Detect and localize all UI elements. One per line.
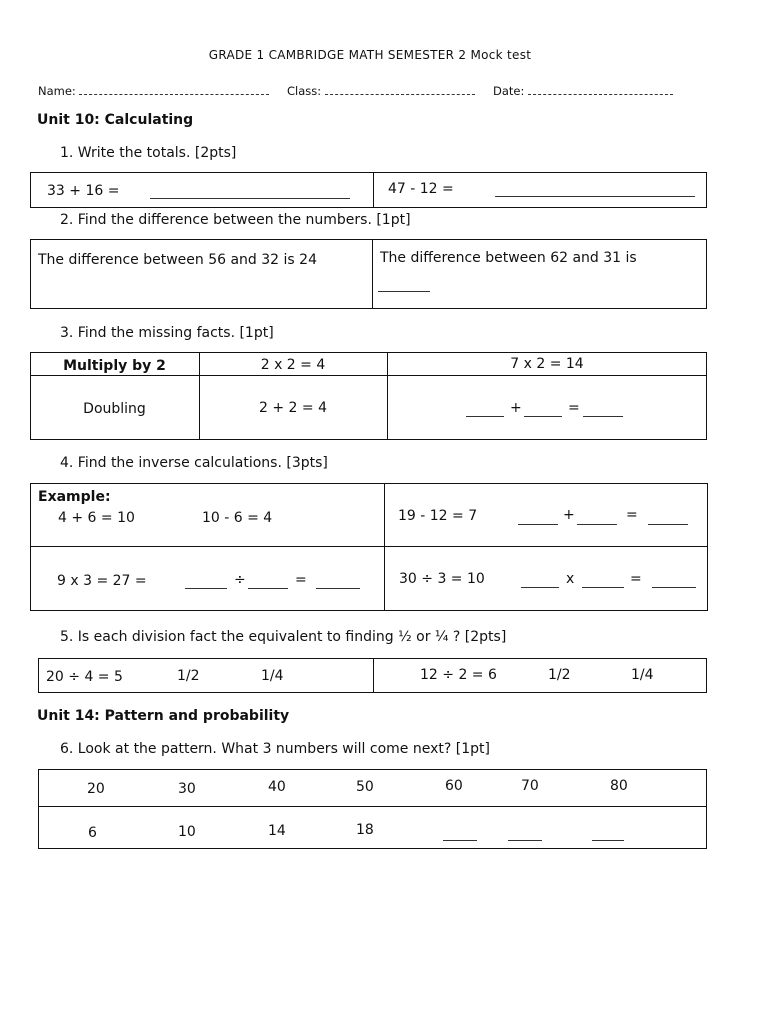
q2-b: The difference between 62 and 31 is	[380, 250, 637, 266]
q3-text: 3. Find the missing facts. [1pt]	[60, 325, 274, 341]
q4-example-2: 10 - 6 = 4	[202, 510, 273, 526]
q4-c-div: ÷	[234, 572, 246, 588]
name-label: Name:	[38, 84, 76, 98]
q1-divider	[373, 172, 374, 208]
q5-divider	[373, 658, 374, 693]
q6-r2-1: 6	[88, 825, 97, 841]
page-title: GRADE 1 CAMBRIDGE MATH SEMESTER 2 Mock test	[208, 48, 532, 62]
q6-r1-6: 70	[521, 778, 539, 794]
q6-r1-3: 40	[268, 779, 286, 795]
q3-plus: +	[510, 400, 522, 416]
q4-c-blank-1[interactable]	[185, 576, 227, 589]
q3-r2c1: Doubling	[83, 401, 146, 417]
unit10-heading: Unit 10: Calculating	[37, 112, 194, 128]
q6-r1-7: 80	[610, 778, 628, 794]
q1-a: 33 + 16 =	[47, 183, 120, 199]
q3-r1c2: 2 x 2 = 4	[260, 357, 326, 373]
q6-answer-1[interactable]	[443, 828, 477, 841]
q6-r1-5: 60	[445, 778, 463, 794]
q6-row-divider	[38, 806, 707, 807]
name-field	[38, 84, 269, 98]
class-blank[interactable]	[325, 84, 475, 95]
q4-b-blank-3[interactable]	[648, 512, 688, 525]
q2-divider	[372, 239, 373, 309]
q4-b-blank-2[interactable]	[577, 512, 617, 525]
q5-b-fact: 12 ÷ 2 = 6	[420, 667, 497, 683]
q3-blank-2[interactable]	[524, 404, 562, 417]
q1-a-answer[interactable]	[150, 186, 350, 199]
q4-c-blank-2[interactable]	[248, 576, 288, 589]
date-field	[493, 84, 673, 98]
q3-r1c1: Multiply by 2	[63, 358, 166, 374]
name-blank[interactable]	[79, 84, 269, 95]
q4-d-blank-3[interactable]	[652, 575, 696, 588]
q2-a: The difference between 56 and 32 is 24	[38, 252, 317, 268]
q5-b-half[interactable]: 1/2	[548, 667, 571, 683]
q4-b1: 19 - 12 = 7	[398, 508, 478, 524]
q4-c-blank-3[interactable]	[316, 576, 360, 589]
q3-r2c2: 2 + 2 = 4	[259, 400, 327, 416]
q6-r2-2: 10	[178, 824, 196, 840]
q5-a-half[interactable]: 1/2	[177, 668, 200, 684]
q2-text: 2. Find the difference between the numbers. [1pt]	[60, 212, 411, 228]
q6-text: 6. Look at the pattern. What 3 numbers will come next? [1pt]	[60, 741, 490, 757]
q4-col-divider	[384, 483, 385, 611]
date-blank[interactable]	[528, 84, 673, 95]
q4-table	[30, 483, 708, 611]
q5-text: 5. Is each division fact the equivalent to finding ½ or ¼ ? [2pts]	[60, 629, 507, 645]
q6-r1-1: 20	[87, 781, 105, 797]
unit14-heading: Unit 14: Pattern and probability	[37, 708, 290, 724]
q4-c-equals: =	[295, 572, 307, 588]
q3-equals: =	[568, 400, 580, 416]
q4-d-blank-1[interactable]	[521, 575, 559, 588]
q4-b-plus: +	[563, 507, 575, 523]
q4-example-label: Example:	[38, 489, 111, 505]
q1-b-answer[interactable]	[495, 184, 695, 197]
q4-text: 4. Find the inverse calculations. [3pts]	[60, 455, 328, 471]
q3-r1c3: 7 x 2 = 14	[510, 356, 584, 372]
q4-d-times: x	[566, 571, 575, 587]
q4-d-blank-2[interactable]	[582, 575, 624, 588]
q6-r1-2: 30	[178, 781, 196, 797]
q6-r2-4: 18	[356, 822, 374, 838]
q4-d1: 30 ÷ 3 = 10	[399, 571, 485, 587]
q4-row-divider	[30, 546, 708, 547]
q4-example-1: 4 + 6 = 10	[58, 510, 135, 526]
q3-blank-3[interactable]	[583, 404, 623, 417]
q4-b-blank-1[interactable]	[518, 512, 558, 525]
q6-r1-4: 50	[356, 779, 374, 795]
q1-b: 47 - 12 =	[388, 181, 454, 197]
q4-c1: 9 x 3 = 27 =	[57, 573, 147, 589]
class-label: Class:	[287, 84, 322, 98]
q6-r2-3: 14	[268, 823, 286, 839]
q6-answer-3[interactable]	[592, 828, 624, 841]
q6-answer-2[interactable]	[508, 828, 542, 841]
q5-a-quarter[interactable]: 1/4	[261, 668, 284, 684]
q2-b-answer[interactable]	[378, 279, 430, 292]
q3-row-divider	[30, 375, 707, 376]
q4-b-equals: =	[626, 507, 638, 523]
q3-blank-1[interactable]	[466, 404, 504, 417]
q1-text: 1. Write the totals. [2pts]	[60, 145, 237, 161]
q4-d-equals: =	[630, 571, 642, 587]
class-field	[287, 84, 475, 98]
date-label: Date:	[493, 84, 525, 98]
q5-a-fact: 20 ÷ 4 = 5	[46, 669, 123, 685]
q5-b-quarter[interactable]: 1/4	[631, 667, 654, 683]
